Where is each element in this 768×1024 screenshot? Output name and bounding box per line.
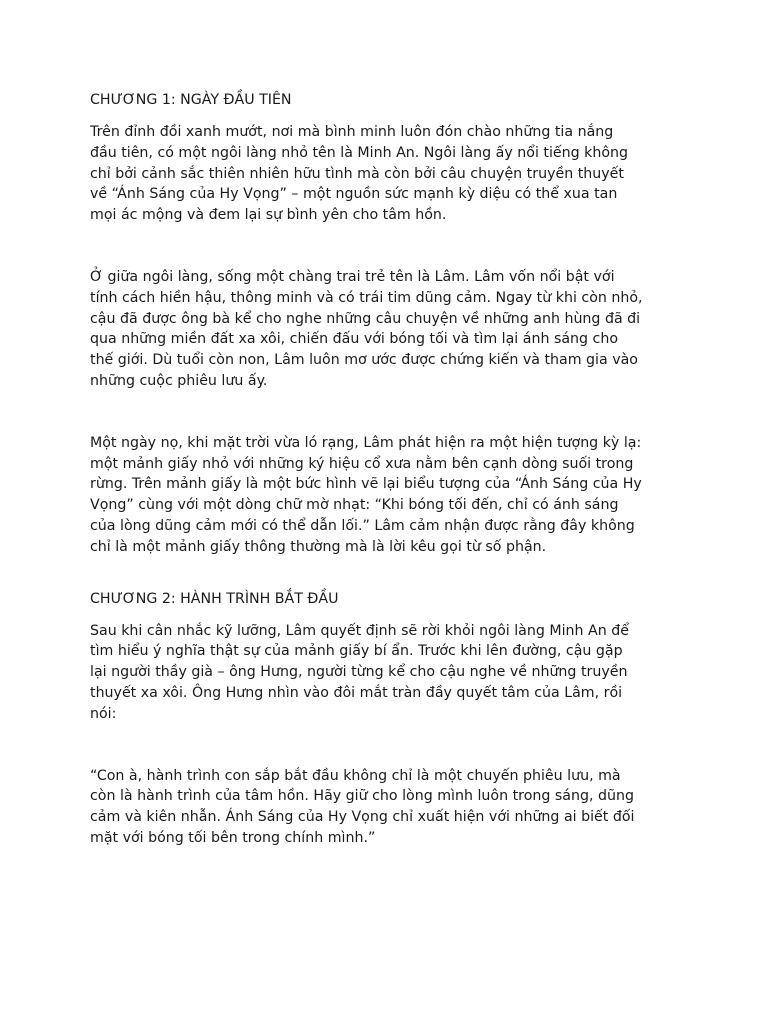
chapter-2-title: CHƯƠNG 2: HÀNH TRÌNH BẮT ĐẦU xyxy=(90,590,339,607)
blank-line xyxy=(90,226,682,267)
chapter-1-paragraph-3 xyxy=(90,433,682,558)
paragraph-line: Vọng” cùng với một dòng chữ mờ nhạt: “Khi bóng tối đến, chỉ có ánh sáng xyxy=(90,497,619,514)
paragraph-line: thuyết xa xôi. Ông Hưng nhìn vào đôi mắt tràn đầy quyết tâm của Lâm, rồi xyxy=(90,684,623,701)
paragraph-line: Ở giữa ngôi làng, sống một chàng trai trẻ tên là Lâm. Lâm vốn nổi bật với xyxy=(90,268,615,285)
paragraph-line: chỉ bởi cảnh sắc thiên nhiên hữu tình mà còn bởi câu chuyện truyền thuyết xyxy=(90,165,624,182)
paragraph-line: rừng. Trên mảnh giấy là một bức hình vẽ lại biểu tượng của “Ánh Sáng của Hy xyxy=(90,476,642,493)
paragraph-line: Trên đỉnh đồi xanh mướt, nơi mà bình minh luôn đón chào những tia nắng xyxy=(90,124,614,140)
paragraph-line: cậu đã được ông bà kể cho nghe những câu chuyện về những anh hùng đã đi xyxy=(90,310,641,327)
paragraph-line: chỉ là một mảnh giấy thông thường mà là lời kêu gọi từ số phận. xyxy=(90,538,547,555)
paragraph-line: mọi ác mộng và đem lại sự bình yên cho tâm hồn. xyxy=(90,207,447,224)
paragraph-line: cảm và kiên nhẫn. Ánh Sáng của Hy Vọng chỉ xuất hiện với những ai biết đối xyxy=(90,809,635,826)
paragraph-line: còn là hành trình của tâm hồn. Hãy giữ cho lòng mình luôn trong sáng, dũng xyxy=(90,788,634,805)
paragraph-line: thế giới. Dù tuổi còn non, Lâm luôn mơ ước được chứng kiến và tham gia vào xyxy=(90,352,638,369)
paragraph-line: tìm hiểu ý nghĩa thật sự của mảnh giấy bí ẩn. Trước khi lên đường, cậu gặp xyxy=(90,643,623,660)
paragraph-line: mặt với bóng tối bên trong chính mình.” xyxy=(90,829,376,846)
paragraph-line: lại người thầy già – ông Hưng, người từng kể cho cậu nghe về những truyền xyxy=(90,664,628,681)
paragraph-line: Sau khi cân nhắc kỹ lưỡng, Lâm quyết định sẽ rời khỏi ngôi làng Minh An để xyxy=(90,622,629,639)
paragraph-line: tính cách hiền hậu, thông minh và có trái tim dũng cảm. Ngay từ khi còn nhỏ, xyxy=(90,289,643,306)
paragraph-line: Một ngày nọ, khi mặt trời vừa ló rạng, Lâm phát hiện ra một hiện tượng kỳ lạ: xyxy=(90,434,642,451)
paragraph-line: những cuộc phiêu lưu ấy. xyxy=(90,372,268,389)
chapter-1-paragraph-1 xyxy=(90,122,682,226)
document-page xyxy=(90,90,682,849)
paragraph-line: về “Ánh Sáng của Hy Vọng” – một nguồn sức mạnh kỳ diệu có thể xua tan xyxy=(90,186,618,203)
blank-line xyxy=(90,392,682,433)
blank-line xyxy=(90,725,682,766)
chapter-2-paragraph-2 xyxy=(90,766,682,849)
paragraph-line: qua những miền đất xa xôi, chiến đấu với bóng tối và tìm lại ánh sáng cho xyxy=(90,331,619,348)
chapter-1-title: CHƯƠNG 1: NGÀY ĐẦU TIÊN xyxy=(90,92,292,108)
chapter-1-paragraph-2 xyxy=(90,267,682,392)
paragraph-line: một mảnh giấy nhỏ với những ký hiệu cổ xưa nằm bên cạnh dòng suối trong xyxy=(90,455,634,472)
paragraph-line: nói: xyxy=(90,705,117,722)
paragraph-line: “Con à, hành trình con sắp bắt đầu không chỉ là một chuyến phiêu lưu, mà xyxy=(90,767,621,784)
paragraph-line: của lòng dũng cảm mới có thể dẫn lối.” Lâm cảm nhận được rằng đây không xyxy=(90,517,635,534)
paragraph-line: đầu tiên, có một ngôi làng nhỏ tên là Minh An. Ngôi làng ấy nổi tiếng không xyxy=(90,144,629,161)
chapter-2-paragraph-1 xyxy=(90,621,682,725)
blank-line xyxy=(90,558,682,589)
